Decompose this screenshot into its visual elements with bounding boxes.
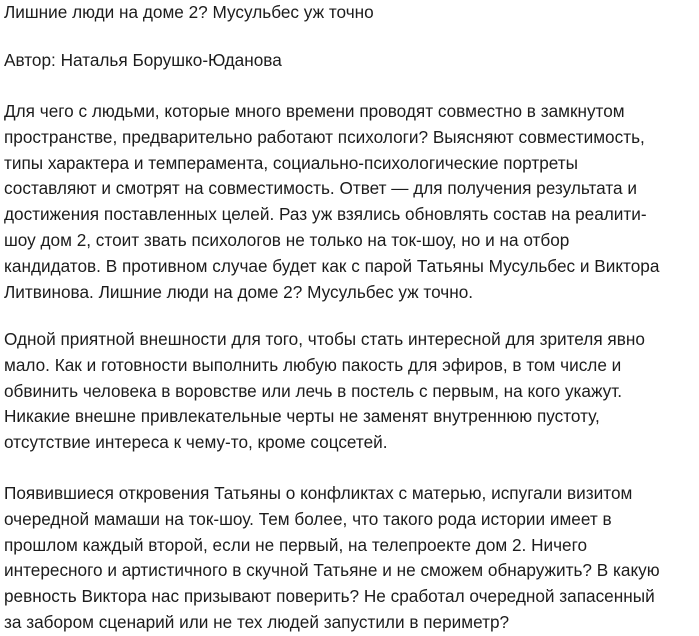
paragraph-1 — [4, 99, 659, 305]
paragraph-line: Для чего с людьми, которые много времени проводят совместно в замкнутом — [4, 101, 625, 121]
paragraph-line: ревность Виктора нас призывают поверить? Не сработал очередной запасенный — [4, 586, 655, 607]
paragraph-line: прошлом каждый второй, если не первый, на телепроекте дом 2. Ничего — [4, 534, 588, 555]
article-author: Автор: Наталья Борушко-Юданова — [4, 50, 282, 70]
paragraph-line: типы характера и темперамента, социально-психологические портреты — [4, 152, 578, 173]
paragraph-line: достижения поставленных целей. Раз уж взялись обновлять состав на реалити- — [4, 204, 647, 225]
paragraph-line: мало. Как и готовности выполнить любую пакость для эфиров, в том числе и — [4, 354, 622, 375]
paragraph-line: пространстве, предварительно работают психологи? Выясняют совместимость, — [4, 126, 645, 147]
article-title: Лишние люди на доме 2? Мусульбес уж точно — [4, 2, 374, 22]
paragraph-line: шоу дом 2, стоит звать психологов не только на ток-шоу, но и на отбор — [4, 229, 570, 250]
paragraph-line: Никакие внешне привлекательные черты не заменят внутреннюю пустоту, — [4, 406, 600, 427]
paragraph-2 — [4, 327, 645, 456]
paragraph-line: за забором сценарий или не тех людей запустили в периметр? — [4, 611, 510, 632]
paragraph-line: обвинить человека в воровстве или лечь в постель с первым, на кого укажут. — [4, 380, 623, 401]
paragraph-line: Одной приятной внешности для того, чтобы стать интересной для зрителя явно — [4, 329, 645, 349]
paragraph-3 — [4, 481, 660, 636]
paragraph-line: Появившиеся откровения Татьяны о конфликтах с матерью, испугали визитом — [4, 483, 633, 503]
paragraph-line: кандидатов. В противном случае будет как с парой Татьяны Мусульбес и Виктора — [4, 255, 660, 276]
paragraph-line: Литвинова. Лишние люди на доме 2? Мусульбес уж точно. — [4, 281, 474, 302]
paragraph-line: очередной мамаши на ток-шоу. Тем более, что такого рода истории имеет в — [4, 508, 612, 529]
paragraph-line: отсутствие интереса к чему-то, кроме соцсетей. — [4, 432, 388, 453]
paragraph-line: составляют и смотрят на совместимость. Ответ — для получения результата и — [4, 178, 637, 199]
paragraph-line: интересного и артистичного в скучной Татьяне и не сможем обнаружить? В какую — [4, 560, 660, 581]
